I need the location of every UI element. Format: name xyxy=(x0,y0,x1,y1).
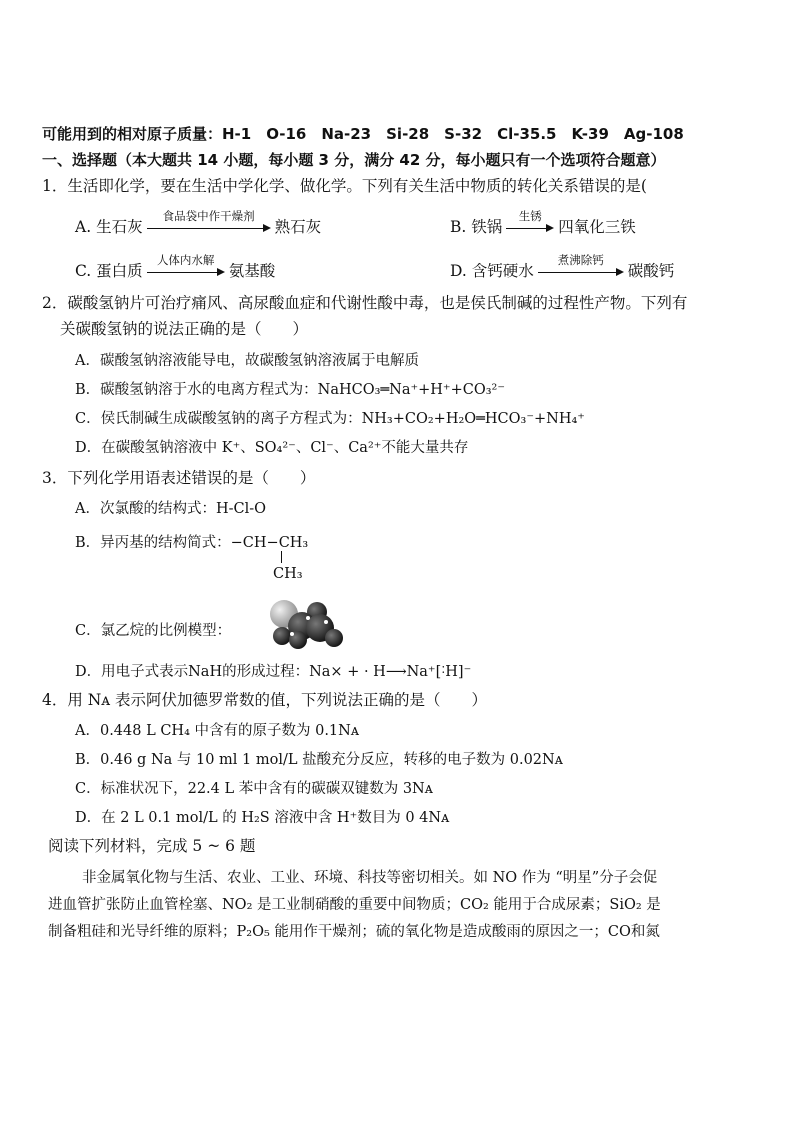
q4-option-c[interactable]: C．标准状况下，22.4 L 苯中含有的碳碳双键数为 3Nᴀ xyxy=(75,781,433,797)
reaction-condition: 生锈 xyxy=(518,209,542,223)
q2-option-b[interactable]: B．碳酸氢钠溶于水的电离方程式为：NaHCO₃═Na⁺+H⁺+CO₃²⁻ xyxy=(75,382,505,398)
isopropyl-branch: CH₃ xyxy=(273,566,303,582)
reaction-condition: 食品袋中作干燥剂 xyxy=(162,209,255,223)
reactant: 含钙硬水 xyxy=(471,262,534,280)
reaction-arrow xyxy=(147,209,271,238)
q1-stem: 1．生活即化学，要在生活中学化学、做化学。下列有关生活中物质的转化关系错误的是( xyxy=(42,177,647,195)
q1-option-b[interactable] xyxy=(450,209,636,238)
q3-option-c[interactable]: C．氯乙烷的比例模型： xyxy=(75,623,232,639)
q4-stem: 4．用 Nᴀ 表示阿伏加德罗常数的值，下列说法正确的是（ ） xyxy=(42,691,488,709)
reaction-arrow xyxy=(506,209,554,238)
product: 四氧化三铁 xyxy=(558,218,636,236)
q4-option-b[interactable]: B．0.46 g Na 与 10 ml 1 mol/L 盐酸充分反应，转移的电子数为 0.02Nᴀ xyxy=(75,752,563,768)
atomic-masses: 可能用到的相对原子质量：H-1 O-16 Na-23 Si-28 S-32 Cl-35.5 K-39 Ag-108 xyxy=(42,125,684,143)
arrow-head-icon xyxy=(263,224,271,232)
reading-intro: 阅读下列材料，完成 5 ~ 6 题 xyxy=(48,837,256,855)
reaction-condition: 煮沸除钙 xyxy=(557,253,604,267)
q3-option-d[interactable]: D．用电子式表示NaH的形成过程：Na× + · H⟶Na⁺[˸H]⁻ xyxy=(75,664,472,680)
q2-stem-line2: 关碳酸氢钠的说法正确的是（ ） xyxy=(60,320,309,338)
product: 熟石灰 xyxy=(274,218,322,236)
arrow-head-icon xyxy=(217,268,225,276)
reactant: 蛋白质 xyxy=(96,262,143,280)
q4-option-d[interactable]: D．在 2 L 0.1 mol/L 的 H₂S 溶液中含 H⁺数目为 0 4Nᴀ xyxy=(75,810,450,826)
reaction-arrow xyxy=(538,253,624,282)
reading-paragraph-line1: 非金属氧化物与生活、农业、工业、环境、科技等密切相关。如 NO 作为 “明星”分子会促 xyxy=(82,870,658,886)
q1-option-a[interactable] xyxy=(75,209,322,238)
q2-option-c[interactable]: C．侯氏制碱生成碳酸氢钠的离子方程式为：NH₃+CO₂+H₂O═HCO₃⁻+NH₄⁺ xyxy=(75,411,585,427)
product: 碳酸钙 xyxy=(627,262,675,280)
chloroethane-space-filling-model-icon xyxy=(262,598,344,650)
q3-option-b[interactable] xyxy=(75,533,308,553)
isopropyl-main-chain: −CH−CH₃ xyxy=(230,535,309,551)
reactant: 铁锅 xyxy=(471,218,503,236)
q3-option-a[interactable]: A．次氯酸的结构式：H-Cl-O xyxy=(75,501,267,517)
product: 氨基酸 xyxy=(228,262,276,280)
q3-stem: 3．下列化学用语表述错误的是（ ） xyxy=(42,469,316,487)
reaction-arrow xyxy=(147,253,225,282)
reaction-condition: 人体内水解 xyxy=(156,253,215,267)
reading-paragraph-line2: 进血管扩张防止血管栓塞、NO₂ 是工业制硝酸的重要中间物质；CO₂ 能用于合成尿素；SiO₂ 是 xyxy=(48,897,661,913)
option-label: C. xyxy=(75,262,92,280)
q4-option-a[interactable]: A．0.448 L CH₄ 中含有的原子数为 0.1Nᴀ xyxy=(75,723,360,739)
q2-option-a[interactable]: A．碳酸氢钠溶液能导电，故碳酸氢钠溶液属于电解质 xyxy=(75,353,419,369)
q2-option-d[interactable]: D．在碳酸氢钠溶液中 K⁺、SO₄²⁻、Cl⁻、Ca²⁺不能大量共存 xyxy=(75,440,469,456)
q1-option-d[interactable] xyxy=(450,253,675,282)
section-title: 一、选择题（本大题共 14 小题，每小题 3 分，满分 42 分，每小题只有一个选项符合题意） xyxy=(42,151,666,169)
reactant: 生石灰 xyxy=(96,218,143,236)
bond-line xyxy=(281,551,282,563)
option-label: A. xyxy=(75,218,92,236)
arrow-head-icon xyxy=(546,224,554,232)
reading-paragraph-line3: 制备粗硅和光导纤维的原料；P₂O₅ 能用作干燥剂；硫的氧化物是造成酸雨的原因之一；CO和氮 xyxy=(48,924,660,940)
option-label: B. xyxy=(450,218,467,236)
option-text: B．异丙基的结构简式： xyxy=(75,535,231,551)
arrow-head-icon xyxy=(616,268,624,276)
q1-option-c[interactable] xyxy=(75,253,276,282)
q2-stem-line1: 2．碳酸氢钠片可治疗痛风、高尿酸血症和代谢性酸中毒，也是侯氏制碱的过程性产物。下列有 xyxy=(42,294,688,312)
option-label: D. xyxy=(450,262,467,280)
